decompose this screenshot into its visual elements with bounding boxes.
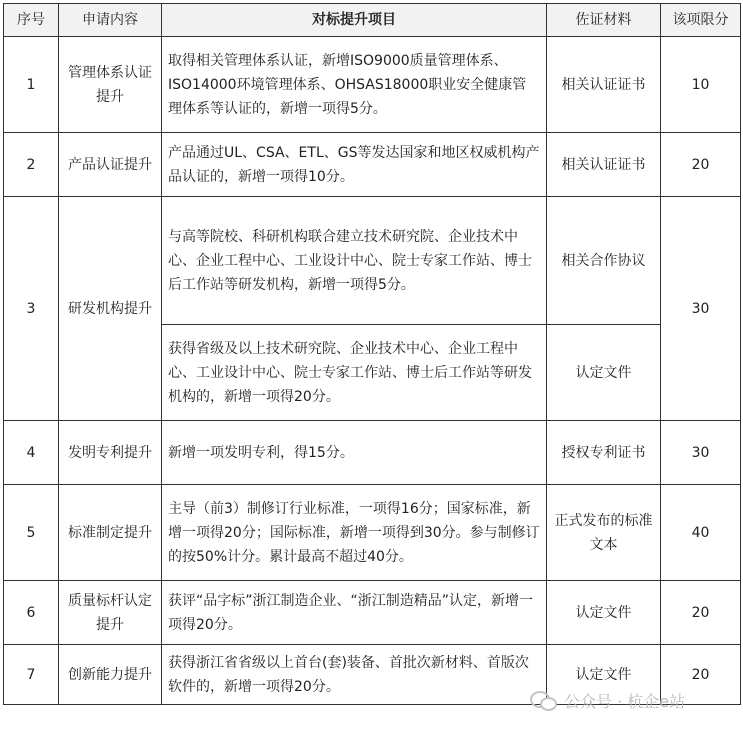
table-row — [4, 421, 741, 485]
row-content: 创新能力提升 — [59, 645, 162, 705]
row-limit: 20 — [661, 581, 741, 645]
row-limit: 40 — [661, 485, 741, 581]
table-row — [4, 197, 741, 325]
row-content: 产品认证提升 — [59, 133, 162, 197]
row-no: 2 — [4, 133, 59, 197]
row-item: 取得相关管理体系认证，新增ISO9000质量管理体系、ISO14000环境管理体系、OHSAS18000职业安全健康管理体系等认证的，新增一项得5分。 — [162, 37, 547, 133]
row-evidence: 正式发布的标准文本 — [547, 485, 661, 581]
row-evidence: 相关认证证书 — [547, 37, 661, 133]
header-row — [4, 4, 741, 37]
row-evidence: 认定文件 — [547, 645, 661, 705]
row-content: 质量标杆认定提升 — [59, 581, 162, 645]
row-evidence: 授权专利证书 — [547, 421, 661, 485]
row-item: 获评“品字标”浙江制造企业、“浙江制造精品”认定，新增一项得20分。 — [162, 581, 547, 645]
watermark-text: 公众号 · 杭企e站 — [564, 691, 686, 711]
row-no: 7 — [4, 645, 59, 705]
row-item: 与高等院校、科研机构联合建立技术研究院、企业技术中心、企业工程中心、工业设计中心、院士专家工作站、博士后工作站等研发机构，新增一项得5分。 — [162, 197, 547, 325]
row-content: 研发机构提升 — [59, 197, 162, 421]
row-evidence-secondary: 认定文件 — [547, 325, 661, 421]
row-content: 发明专利提升 — [59, 421, 162, 485]
table-row — [4, 485, 741, 581]
row-item: 产品通过UL、CSA、ETL、GS等发达国家和地区权威机构产品认证的，新增一项得10分。 — [162, 133, 547, 197]
row-no: 4 — [4, 421, 59, 485]
table-row — [4, 581, 741, 645]
row-item: 新增一项发明专利，得15分。 — [162, 421, 547, 485]
row-limit: 20 — [661, 645, 741, 705]
row-limit: 10 — [661, 37, 741, 133]
row-no: 3 — [4, 197, 59, 421]
wechat-icon — [530, 689, 556, 711]
policy-table — [3, 3, 741, 705]
row-limit: 30 — [661, 421, 741, 485]
watermark — [530, 686, 730, 714]
row-item-secondary: 获得省级及以上技术研究院、企业技术中心、企业工程中心、工业设计中心、院士专家工作站、博士后工作站等研发机构的，新增一项得20分。 — [162, 325, 547, 421]
row-content: 管理体系认证提升 — [59, 37, 162, 133]
row-no: 1 — [4, 37, 59, 133]
header-no: 序号 — [4, 4, 59, 37]
header-content: 申请内容 — [59, 4, 162, 37]
table-row — [4, 133, 741, 197]
row-evidence: 相关认证证书 — [547, 133, 661, 197]
header-evidence: 佐证材料 — [547, 4, 661, 37]
row-limit: 30 — [661, 197, 741, 421]
header-limit: 该项限分 — [661, 4, 741, 37]
row-item: 获得浙江省省级以上首台(套)装备、首批次新材料、首版次软件的，新增一项得20分。 — [162, 645, 547, 705]
row-evidence: 相关合作协议 — [547, 197, 661, 325]
table-row — [4, 37, 741, 133]
row-content: 标准制定提升 — [59, 485, 162, 581]
row-limit: 20 — [661, 133, 741, 197]
row-evidence: 认定文件 — [547, 581, 661, 645]
row-no: 5 — [4, 485, 59, 581]
row-item: 主导（前3）制修订行业标准，一项得16分；国家标准，新增一项得20分；国际标准，新增一项得到30分。参与制修订的按50%计分。累计最高不超过40分。 — [162, 485, 547, 581]
row-no: 6 — [4, 581, 59, 645]
header-item: 对标提升项目 — [162, 4, 547, 37]
